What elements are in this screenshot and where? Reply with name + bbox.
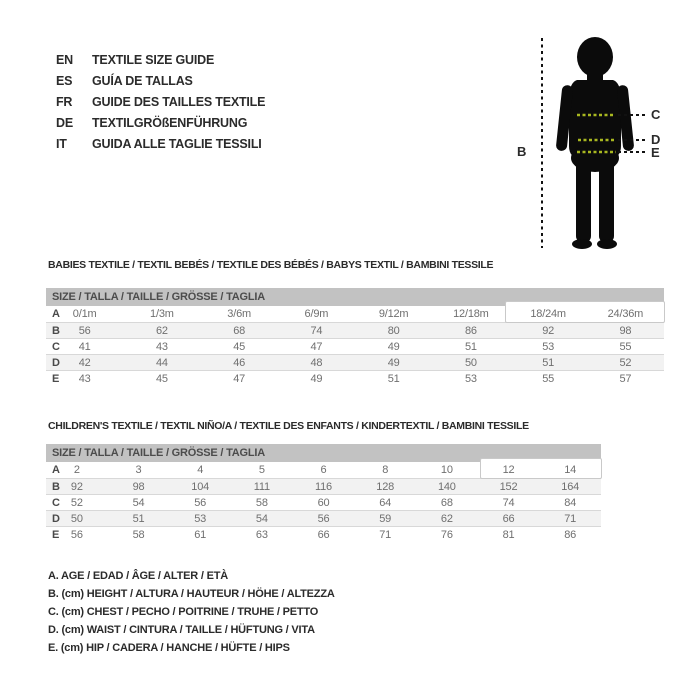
- language-code: EN: [56, 53, 73, 67]
- row-cells: [46, 323, 664, 338]
- table-cell: 62: [440, 513, 453, 525]
- table-cell: 51: [542, 357, 555, 369]
- table-row: [46, 322, 664, 338]
- table-cell: 50: [464, 357, 477, 369]
- table-cell: 42: [78, 357, 91, 369]
- table-row: [46, 462, 601, 478]
- measurement-figure: [515, 28, 695, 256]
- table-cell: 53: [194, 513, 207, 525]
- table-cell: 0/1m: [72, 308, 97, 320]
- table-cell: 76: [440, 529, 453, 541]
- table-cell: 53: [464, 373, 477, 385]
- row-label: A: [52, 308, 60, 320]
- row-cells: [46, 527, 601, 542]
- table-cell: 52: [70, 497, 83, 509]
- table-cell: 43: [155, 341, 168, 353]
- row-cells: [46, 462, 601, 478]
- table-cell: 45: [233, 341, 246, 353]
- height-measure-label: B: [517, 144, 527, 159]
- row-cells: [46, 306, 664, 322]
- table-cell: 51: [132, 513, 145, 525]
- table-cell: 68: [233, 325, 246, 337]
- table-cell: 43: [78, 373, 91, 385]
- table-cell: 66: [317, 529, 330, 541]
- children-size-table: [46, 444, 601, 542]
- table-cell: 61: [194, 529, 207, 541]
- table-row: [46, 526, 601, 542]
- table-cell: 116: [315, 481, 332, 493]
- row-label: D: [52, 513, 60, 525]
- children-section-title: CHILDREN'S TEXTILE / TEXTIL NIÑO/A / TEXTILE DES ENFANTS / KINDERTEXTIL / BAMBINI TESSILE: [48, 420, 529, 432]
- table-cell: 58: [132, 529, 145, 541]
- table-cell: 92: [542, 325, 555, 337]
- row-cells: [46, 339, 664, 354]
- table-cell: 3: [135, 464, 142, 476]
- table-cell: 80: [387, 325, 400, 337]
- table-cell: 51: [387, 373, 400, 385]
- table-cell: 128: [376, 481, 395, 493]
- table-cell: 140: [437, 481, 456, 493]
- table-cell: 46: [233, 357, 246, 369]
- row-label: B: [52, 481, 60, 493]
- table-row: [46, 510, 601, 526]
- table-cell: 63: [255, 529, 268, 541]
- row-label: E: [52, 529, 60, 541]
- table-cell: 47: [310, 341, 323, 353]
- table-cell: 8: [382, 464, 389, 476]
- chest-measure-label: C: [651, 107, 661, 122]
- table-row: [46, 370, 664, 386]
- table-cell: 111: [253, 481, 270, 493]
- table-cell: 12/18m: [453, 308, 489, 320]
- legend-line-chest: C. (cm) CHEST / PECHO / POITRINE / TRUHE / PETTO: [48, 606, 319, 618]
- table-cell: 6: [320, 464, 327, 476]
- table-cell: 44: [155, 357, 168, 369]
- table-cell: 71: [564, 513, 577, 525]
- table-cell: 55: [619, 341, 632, 353]
- waist-measure-label: D: [651, 132, 661, 147]
- language-code: ES: [56, 74, 73, 88]
- table-cell: 57: [619, 373, 632, 385]
- table-cell: 10: [440, 464, 453, 476]
- language-code: IT: [56, 137, 67, 151]
- language-title: GUÍA DE TALLAS: [92, 74, 193, 88]
- table-cell: 9/12m: [378, 308, 409, 320]
- table-cell: 54: [255, 513, 268, 525]
- legend-line-height: B. (cm) HEIGHT / ALTURA / HAUTEUR / HÖHE / ALTEZZA: [48, 588, 335, 600]
- table-cell: 49: [387, 341, 400, 353]
- legend-line-hip: E. (cm) HIP / CADERA / HANCHE / HÜFTE / HIPS: [48, 642, 290, 654]
- language-row: [56, 115, 247, 130]
- table-cell: 47: [233, 373, 246, 385]
- table-cell: 2: [73, 464, 80, 476]
- row-label: E: [52, 373, 60, 385]
- table-cell: 92: [70, 481, 83, 493]
- babies-section-title: BABIES TEXTILE / TEXTIL BEBÉS / TEXTILE DES BÉBÉS / BABYS TEXTIL / BAMBINI TESSILE: [48, 259, 494, 271]
- language-title: GUIDE DES TAILLES TEXTILE: [92, 95, 266, 109]
- table-row: [46, 478, 601, 494]
- row-cells: [46, 511, 601, 526]
- legend-line-waist: D. (cm) WAIST / CINTURA / TAILLE / HÜFTUNG / VITA: [48, 624, 315, 636]
- row-cells: [46, 479, 601, 494]
- table-cell: 18/24m: [530, 308, 566, 320]
- table-cell: 164: [561, 481, 580, 493]
- table-cell: 52: [619, 357, 632, 369]
- table-cell: 86: [564, 529, 577, 541]
- babies-size-table: [46, 288, 664, 386]
- table-cell: 56: [70, 529, 83, 541]
- table-cell: 6/9m: [304, 308, 329, 320]
- table-cell: 53: [542, 341, 555, 353]
- table-cell: 49: [310, 373, 323, 385]
- language-title: GUIDA ALLE TAGLIE TESSILI: [92, 137, 262, 151]
- table-row: [46, 494, 601, 510]
- language-title: TEXTILGRÖßENFÜHRUNG: [92, 116, 248, 130]
- size-header-bar: SIZE / TALLA / TAILLE / GRÖSSE / TAGLIA: [46, 288, 664, 306]
- table-cell: 98: [619, 325, 632, 337]
- table-cell: 81: [502, 529, 515, 541]
- table-cell: 14: [564, 464, 577, 476]
- table-cell: 74: [502, 497, 515, 509]
- table-cell: 98: [132, 481, 145, 493]
- table-cell: 74: [310, 325, 323, 337]
- row-label: D: [52, 357, 60, 369]
- child-silhouette-icon: [515, 28, 695, 256]
- table-cell: 4: [197, 464, 204, 476]
- table-cell: 49: [387, 357, 400, 369]
- table-cell: 12: [502, 464, 515, 476]
- table-cell: 71: [379, 529, 392, 541]
- table-cell: 24/36m: [607, 308, 644, 320]
- table-cell: 152: [499, 481, 518, 493]
- table-cell: 56: [78, 325, 91, 337]
- row-label: C: [52, 341, 60, 353]
- table-cell: 59: [379, 513, 392, 525]
- table-cell: 84: [564, 497, 577, 509]
- table-cell: 54: [132, 497, 145, 509]
- table-cell: 50: [70, 513, 83, 525]
- language-row: [56, 94, 265, 109]
- table-row: [46, 354, 664, 370]
- table-cell: 45: [155, 373, 168, 385]
- table-cell: 68: [440, 497, 453, 509]
- language-row: [56, 52, 214, 67]
- row-label: C: [52, 497, 60, 509]
- language-code: DE: [56, 116, 73, 130]
- size-header-bar: SIZE / TALLA / TAILLE / GRÖSSE / TAGLIA: [46, 444, 601, 462]
- row-label: A: [52, 464, 60, 476]
- hip-measure-label: E: [651, 145, 660, 160]
- language-title: TEXTILE SIZE GUIDE: [92, 53, 215, 67]
- row-label: B: [52, 325, 60, 337]
- table-cell: 51: [464, 341, 477, 353]
- table-cell: 86: [464, 325, 477, 337]
- table-cell: 5: [258, 464, 265, 476]
- table-cell: 56: [317, 513, 330, 525]
- row-cells: [46, 371, 664, 386]
- table-row: [46, 306, 664, 322]
- table-cell: 64: [379, 497, 392, 509]
- table-cell: 62: [155, 325, 168, 337]
- table-cell: 104: [191, 481, 210, 493]
- table-cell: 48: [310, 357, 323, 369]
- table-cell: 60: [317, 497, 330, 509]
- table-cell: 66: [502, 513, 515, 525]
- table-cell: 41: [78, 341, 91, 353]
- table-cell: 58: [255, 497, 268, 509]
- table-cell: 3/6m: [227, 308, 251, 320]
- row-cells: [46, 495, 601, 510]
- language-row: [56, 73, 193, 88]
- row-cells: [46, 355, 664, 370]
- language-code: FR: [56, 95, 73, 109]
- table-cell: 56: [194, 497, 207, 509]
- language-row: [56, 136, 262, 151]
- legend-line-age: A. AGE / EDAD / ÂGE / ALTER / ETÀ: [48, 570, 229, 582]
- table-row: [46, 338, 664, 354]
- table-cell: 55: [542, 373, 555, 385]
- table-cell: 1/3m: [150, 308, 174, 320]
